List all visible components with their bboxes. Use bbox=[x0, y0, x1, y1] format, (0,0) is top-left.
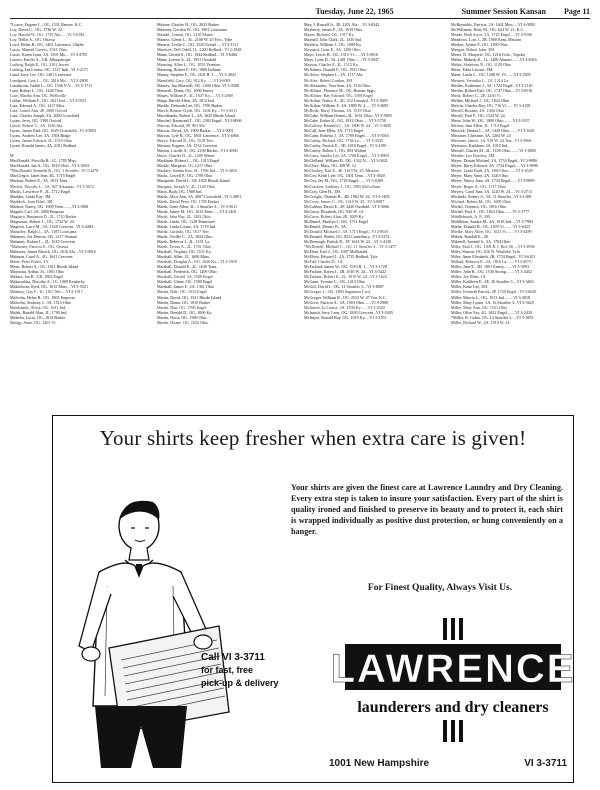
directory-entry: McCurry, Robert Alan, 2E. 1009 Ky. bbox=[304, 213, 365, 219]
directory-entry: Mayer, Richard, OG. 1917 Ky. bbox=[304, 32, 355, 38]
directory-entry: Marion, Lucille A., OG. 2100 Barker...VI 3-4050 bbox=[157, 148, 238, 154]
directory-entry: Maris, Charles D., 2L. 1209 Maine bbox=[157, 153, 215, 159]
ad-headline: Your shirts keep fresher when extra care is given! bbox=[99, 426, 527, 450]
directory-entry: Mackie, Dorothy L., 3A. 927 Arkansas...VI 3-3672 bbox=[10, 183, 94, 189]
man-reading-newspaper-illustration bbox=[69, 476, 289, 776]
directory-entry: Malaney, Guy F., 1L. 1017 Mo.....VI 3-1917 bbox=[10, 289, 83, 295]
directory-entry: Marshall, James F., 2A. 1301 Ohio bbox=[157, 284, 215, 290]
directory-entry: Loy, David C., OG. 1736 W. 22 bbox=[10, 27, 62, 33]
directory-entry: Miller, Katie Lee, 3M. bbox=[451, 284, 488, 290]
directory-entry: McCluskey, Earl E., 4E. 1615 W. 25, Mission bbox=[304, 168, 379, 174]
directory-entry: Miller, Olive Fay, 4G. 1632 Engel........VI 3-2429 bbox=[451, 309, 533, 315]
directory-entry: McDonough, Patrick D., 3P. 1624 W. 23....VI 3-4130 bbox=[304, 239, 392, 245]
directory-entry: March, Ronnie Clyde, OG. 1204 Ky....VI 3-4511 bbox=[157, 107, 238, 113]
directory-entry: Michel, Paul A., OG. 1824 Ohio........VI 3-1777 bbox=[451, 208, 530, 214]
directory-entry: Maier, Robert A., OG. 1811 Rhode Island bbox=[10, 264, 79, 270]
pickup-delivery-callout bbox=[201, 651, 281, 690]
directory-column-3 bbox=[304, 22, 443, 414]
page-header bbox=[10, 6, 590, 19]
directory-entry: McAllister, Ray Edward, OG. 1500 Engel bbox=[304, 92, 373, 98]
directory-entry: Meitz, Robert G., 2E. 2430 Vt. bbox=[451, 92, 502, 98]
directory-entry: McCarthy, Richard, OG. 1734 La.......VI 3-4335 bbox=[304, 138, 383, 144]
directory-entry: McDonald, Michael J., 3A. 1713 Engel...VI 3-0010 bbox=[304, 228, 389, 234]
directory-entry: Meitler, Robert Earl, OG. 1747 Ohio....VI 3-0510 bbox=[451, 87, 533, 93]
directory-entry: McCall, Jane Ellen, 3A. 1713 Engel bbox=[304, 127, 364, 133]
directory-entry: *Mahoney, Patricia E., OG. Ottawa bbox=[10, 244, 69, 250]
directory-entry: Maddock, Joan Ethel, 3M. bbox=[10, 198, 54, 204]
directory-entry: McCabe, William Dennis, 3L. 1631 Ohio...VI 3-5905 bbox=[304, 112, 392, 118]
directory-entry: Maiorana, Arthur, 3L. 1001 Ohio bbox=[10, 269, 65, 275]
directory-entry: *Miller, R. Galen, OG. 14 Stouffer 3.....VI 3-1003 bbox=[451, 314, 534, 320]
directory-entry: Michael, Robert M., OG. 1609 Ohio bbox=[451, 198, 511, 204]
directory-entry: McCubbin, David E., 2P. 2420 Ousdahl...VI 3-3066 bbox=[304, 203, 389, 209]
directory-entry: Marshall, Douglas A., OG. 1620 Ky....VI 3-1910 bbox=[157, 259, 238, 265]
directory-entry: Meyer, Roger A., OG. 1717 Ohio bbox=[451, 183, 506, 189]
directory-entry: Mapes, William F., 4L. 1637 Ky......VI 3-2060 bbox=[157, 92, 233, 98]
directory-entry: Macks, Lawrence P., 2L. 1712 Engel bbox=[10, 188, 71, 194]
directory-entry: McCabe, Esther K., OG. 1812 Ohio......VI 3-5730 bbox=[304, 117, 386, 123]
directory-entry: Malek, Ronald Alan, 1L. 1703 Ind. bbox=[10, 309, 68, 315]
directory-entry: Lucas, Manuel Cuervo, 1541 Ohio bbox=[10, 47, 67, 53]
directory-entry: Martin, Don, OG. 1700 Engel bbox=[157, 304, 207, 310]
directory-entry: Manning, Allen L., OG. 1033 Vermont bbox=[157, 62, 221, 68]
directory-entry: Marks, Lowell P., OG. 1700 Ohio bbox=[157, 173, 213, 179]
directory-entry: McAdoo, Stephen L., 3A. 1117 Ala. bbox=[304, 72, 364, 78]
directory-entry: Mayhew, William J., OG. 1009 Ky. bbox=[304, 42, 362, 48]
directory-entry: Mertz, John W., OG. 1800 Ohio.........VI 3-3107 bbox=[451, 117, 530, 123]
directory-entry: McIntosh, Jo Louise, 2A. 1530 Ky.......VI 3-3320 bbox=[304, 304, 385, 310]
directory-entry: Lucero, Emillo A., GR. Albuquerque bbox=[10, 57, 71, 63]
directory-entry: Mandel, Lenore, OG. 1210 Maine bbox=[157, 32, 213, 38]
directory-entry: McCray, Glen H., 3M. bbox=[304, 188, 341, 194]
directory-entry: Marchbanks, Robert L., 4A. 1645 Rhode Island bbox=[157, 112, 235, 118]
directory-entry: Miller, Mary Ann, OG. 1531 Ohio bbox=[451, 304, 508, 310]
directory-entry: McCarthy, Robert J., OG. 803 Walnut bbox=[304, 148, 366, 154]
directory-entry: Millard, Rebecca E., 2A. 1816 La........VI 3-4073 bbox=[451, 259, 532, 265]
directory-entry: McAfee, Robert Gordon, 3M. bbox=[304, 77, 353, 83]
directory-entry: Mellen, Michael J., OG. 1824 Ohio bbox=[451, 97, 510, 103]
directory-entry: Mahaney, Robert L., 2L. 1615 Crescent bbox=[10, 239, 75, 245]
directory-entry: McWilliams, Betty M., OG. 624 W. 21, K.C. bbox=[451, 27, 525, 33]
directory-entry: Manlove, Dell Odell, 1L. 2200 Redbud...VI 2-1848 bbox=[157, 47, 242, 53]
directory-entry: Melvin, Charles Roy, OG. 716 Vt.......VI 3-4158 bbox=[451, 102, 531, 108]
directory-entry: *Lowry, Eugene L., OG. 1531 Denver, K.C. bbox=[10, 22, 83, 27]
directory-entry: *MacDonald, Kenneth R., OG. 1 Stouffer...VI 3-4278 bbox=[10, 168, 99, 174]
directory-entry: Mahaffey, Ralph L., 4A. 1305 Louisiana bbox=[10, 228, 77, 234]
directory-entry: Messmer, Christine, 3A. 1204 W. 24 bbox=[451, 133, 511, 139]
directory-entry: McDaniel, Marilyn J., OG. 1731 Engel bbox=[304, 218, 369, 224]
directory-entry: Maynard, Gene E., 3A. 1200 Ohio bbox=[304, 47, 361, 53]
directory-entry: Meszaros, Kathleen, 3A. 1010 Ind. bbox=[451, 143, 509, 149]
directory-entry: Lutz, Edward A., OG. 1417 Miss. bbox=[10, 102, 66, 108]
directory-entry: Marsh, John Ray, 2L. 1202 Ohio bbox=[157, 213, 211, 219]
directory-entry: Miehe, Donald H., OG. 1505 Vt.........VI 3-6423 bbox=[451, 223, 530, 229]
directory-entry: Meers, D. Marjorie, OG. 1216 Colo., Topeka bbox=[451, 52, 525, 58]
directory-entry: McIntosh, Jerry Leon, OG. 1830 Crescent...VI 3-5205 bbox=[304, 309, 393, 315]
directory-entry: Loy, Harold W., OG. 1719 Ala.......VI 3-0194 bbox=[10, 32, 85, 38]
directory-entry: Marsh, Rebecca J., 2L. 1101 La. bbox=[157, 239, 211, 245]
directory-entry: Meade, Beth Joyce, 3A. 1725 Engel.....VI 3-9106 bbox=[451, 32, 533, 38]
directory-entry: Lyons, Andrew Lee, 3A. 1504 Ridge bbox=[10, 133, 71, 139]
directory-column-1 bbox=[10, 22, 149, 414]
directory-entry: McFarlane, Robert E., 2L. 1910 W. 24...VI 3-1622 bbox=[304, 274, 387, 280]
directory-entry: McCaffrey, Kenneth C., 3A. 1806 W. 24 ...VI 3-3850 bbox=[304, 122, 392, 128]
directory-entry: Merton, Jane Ellen, 1L. 1714 Engel bbox=[451, 122, 510, 128]
directory-entry: Mehta, Mahesh K., 1L. 1400 Alumni........VI 3-8416 bbox=[451, 57, 537, 63]
directory-entry: Martin, Doris, OG. 1500 Ohio bbox=[157, 314, 207, 320]
directory-entry: Lunt, Robert L., OG. 1440 Ohio bbox=[10, 87, 63, 93]
directory-entry: Mantey, Jon Maxwell, OG. 1408 Ohio..VI 3-3500 bbox=[157, 82, 239, 88]
directory-entry: Loy, Nellie A., OG. Ottawa bbox=[10, 37, 55, 43]
directory-entry: Marcus, Edward, 5P. 901 Mo. bbox=[157, 122, 206, 128]
directory-entry: McAdams, Donald F., OG. 1921 Ohio bbox=[304, 67, 367, 73]
directory-entry: McReynolds, Patricia, 2A. 1641 Miss.....VI 3-0803 bbox=[451, 22, 535, 27]
directory-entry: Madden, Linda Kay, 3M. bbox=[10, 193, 52, 199]
directory-entry: Mays, Lynn D., 3A. 1401 Ohio.......VI 3-5047 bbox=[304, 57, 380, 63]
lawrence-logo bbox=[330, 616, 576, 756]
directory-entry: Miller, Marcia L., OG. 1913 Ind.........VI 3-3818 bbox=[451, 294, 531, 300]
directory-entry: McAlexander, Vera Jean, 3A. 1516 Ohio bbox=[304, 82, 371, 88]
directory-column-2 bbox=[157, 22, 296, 414]
directory-entry: Mahoney, James Patrick, OG. 1616 Ala....VI 3-0016 bbox=[10, 249, 96, 255]
directory-entry: McCreight, Thomas R., 4D. 1902 W. 24...VI 3-1405 bbox=[304, 193, 390, 199]
directory-entry: Ludwig, Jan Louise, OG. 1127 Indi...VI 3-2171 bbox=[10, 67, 89, 73]
directory-entry: Mayberry, James F., 3A. 1619 Ohio bbox=[304, 27, 363, 33]
directory-entry: Lundgren, Gary L., OG. 2616 Mo.....VI 3-2808 bbox=[10, 77, 88, 83]
directory-entry: McFarland, James W., OG. 1510 R. I.....VI 3-1728 bbox=[304, 264, 387, 270]
directory-entry: Manny, Stephen F., OG. 2101 R. I. ....VI 3-4041 bbox=[157, 72, 237, 78]
directory-entry: Lyons, James Paul, OG. 1629 Crossfield...VI 3-5061 bbox=[10, 127, 97, 133]
directory-entry: Mehta, Shrinivas N., OG. 1129 Ohio bbox=[451, 62, 512, 68]
directory-entry: Miller, John R., OG. 1530 Strong.........VI 3-4452 bbox=[451, 269, 532, 275]
directory-entry: Meisner, Veronika L., 2A. 1214 La. bbox=[451, 77, 510, 83]
directory-entry: MacGregor, Janet Jean, 4G. 1715 Engel bbox=[10, 173, 76, 179]
directory-entry: Meier, Linda L., OG. 1208 W. 19........VI 3-2395 bbox=[451, 72, 531, 78]
directory-entry: McIntyre, Ronald Ray, OG. 1019 Ky.....VI 3-3701 bbox=[304, 314, 387, 320]
directory-entry: Michaels, Sidney S., 3A. 11 Stouffer...VI 3-1308 bbox=[451, 193, 531, 199]
cta-line-2: for fast, free bbox=[201, 665, 254, 675]
store-street-address: 1001 New Hampshire bbox=[329, 758, 430, 769]
directory-entry: Mapp, Harold Allen, 3A. 1012 Ind. bbox=[157, 97, 215, 103]
directory-entry: MacDonald, Priscilla B., 1G. 1705 Miss. bbox=[10, 158, 77, 164]
directory-entry: Marsh, Alice Ann, 3A. 2007 Crossfield...VI 3-2891 bbox=[157, 193, 242, 199]
directory-entry: Marshall, Virginia, OG. 1511 Ky. bbox=[157, 249, 212, 255]
directory-entry: Marcus, Lyle R., OG. 1801 Lawrence...VI 3-4066 bbox=[157, 133, 239, 139]
directory-entry: Michel, Terrance, OG. 1816 Ohio bbox=[451, 203, 507, 209]
directory-entry: Marrs, Ruth, OG. 1900 Ind. bbox=[157, 188, 203, 194]
directory-entry: Magnuson, Robert L., OG. 1732 W. 24 bbox=[10, 218, 74, 224]
directory-entry: Maloney, Gordon W., OG. 1801 Louisiana bbox=[157, 27, 227, 33]
directory-entry: McArthur, William F., 4A. 1809 W. 4 .....VI 3-3685 bbox=[304, 102, 389, 108]
directory-entry: Maldonado, Alicia, OG. 1611 Ind. bbox=[10, 304, 67, 310]
directory-entry: Lyons, James Edward, 2L. 1519 Ohio bbox=[10, 138, 72, 144]
directory-entry: Miller, Kenneth Patrick, 2P. 1730 Engel...VI 3-6620 bbox=[451, 289, 537, 295]
directory-entry: Mayhall, John Clark, 2L. 1410 Ind. bbox=[304, 37, 362, 43]
directory-entry: McGann, Yvonne C., OG. 1413 Ohio bbox=[304, 279, 365, 285]
directory-entry: Miley, Anne Elizabeth, 2B. 1734 Engel...VI 3-6101 bbox=[451, 254, 536, 260]
directory-entry: Meyer, Mary Anne, 2A. 1320 Ohio bbox=[451, 173, 509, 179]
directory-entry: Metzler, Leo Dorothy, 3M. bbox=[451, 153, 496, 159]
directory-entry: Marshall, Gerald, 3A. 1500 Engel bbox=[157, 274, 213, 280]
directory-entry: Makhdoom, Syed, OG. 1615 Mass....VI 3-5521 bbox=[10, 284, 89, 290]
directory-entry: Markley, Sandra Kay, 4L. 1706 Ind.....VI 3-4010 bbox=[157, 168, 237, 174]
directory-entry: Mayo, Lewis H., OG. 1315 Vt.......VI 3-0016 bbox=[304, 52, 378, 58]
directory-entry: Lutz, Laurel Ann, 2P. 1600 Oxford bbox=[10, 107, 68, 113]
directory-entry: Maness, Leslie C., OG. 1520 Oread......VI 3-1111 bbox=[157, 42, 239, 48]
directory-entry: McCarty, Sandra Lee, 3A. 1700 Engel.....VI 3-8003 bbox=[304, 153, 389, 159]
directory-entry: Marsh, Lucinda, OG. 1617 Terr. bbox=[157, 228, 210, 234]
directory-entry: McDaniel, Dennis B., 3A. bbox=[304, 223, 347, 229]
directory-entry: Miller, Kathleen E., 4E. 26 Stouffer 3....VI 3-3463 bbox=[451, 279, 534, 285]
directory-entry: Lundstrom, Judith L., OG. 1336 N.Y.....VI 3-1711 bbox=[10, 82, 93, 88]
directory-entry: McClure, Mary, OG. 308 W. 12 bbox=[304, 163, 356, 169]
directory-entry: Meyers, Carol Ann, 3A. 1220 W. 24.....VI 3-2711 bbox=[451, 188, 533, 194]
directory-entry: Markham, Robert L., OG. 1413 Engel bbox=[157, 158, 220, 164]
directory-entry: Mackan, Robert E., 3A. 1013 Tenn. bbox=[10, 178, 69, 184]
directory-entry: Markle, Margaret, 1G. 1217 Ohio bbox=[157, 163, 213, 169]
directory-entry: *McDowell, Michael C., OG. 11 Stouffer 3....VI 3-1477 bbox=[304, 244, 397, 250]
issue-date: Tuesday, June 22, 1965 bbox=[315, 7, 394, 16]
directory-entry: Magoon, Larry M., 3A. 1520 Crescent...VI 3-4284 bbox=[10, 223, 94, 229]
directory-entry: Metcalf, Charles M., 2L. 1106 Ohio.........VI 3-0065 bbox=[451, 148, 537, 154]
directory-entry: Mariani, Eugene, 3A. 1531 Crescent bbox=[157, 143, 217, 149]
directory-entry: McCrory, James C., OG. 1410 W. 25...VI 3-0087 bbox=[304, 198, 385, 204]
directory-entry: McFarlane, Karen J., 2B. 1016 W. 24....VI 3-3422 bbox=[304, 269, 387, 275]
directory-entry: Marcy, Edward R., OG. 1518 Terr. bbox=[157, 138, 214, 144]
directory-entry: Lyons, Ronald James, 4A. 2101 Redbud bbox=[10, 143, 76, 149]
directory-entry: Lund, Jerry Lee, OG. 1401 Lawrence bbox=[10, 72, 72, 78]
directory-entry: Marquez, Joseph V., 2L. 1120 Ohio bbox=[157, 183, 216, 189]
directory-entry: Martin, Duane, OG. 1632 Ohio bbox=[157, 319, 209, 325]
directory-entry: Lyons, Jerry, OG. 1300 Oxford bbox=[10, 117, 62, 123]
directory-entry: Ludwig, Ralph E., OG. 2101 Jewett bbox=[10, 62, 69, 68]
directory-entry: McAllister, Florence M., OG. Bonner Spgs. bbox=[304, 87, 376, 93]
directory-entry: Mansfield, Gary, OG. 912 Ky........VI 3-6083 bbox=[157, 77, 231, 83]
directory-entry: Malcolm, Anthony J., 3A. 1515 Ohio bbox=[10, 299, 72, 305]
directory-entry: Makara, Ian R., GR. 1802 Engel bbox=[10, 274, 64, 280]
directory-entry: Lynch, Robert C., 3A. 1616 Ala. bbox=[10, 122, 64, 128]
directory-entry: McCoy, Jay M., OG. 1718 Engel........VI 3-0209 bbox=[304, 178, 384, 184]
ad-body-copy: Your shirts are given the finest care at Lawrence Laundry and Dry Cleaning. Every extra step is taken to insure your satisfaction. Every part of the shirt is quality ironed and finished to preserve its beauty and to protect it, each shirt is wrapped individually as positive dust protection, or hung conveniently on a hanger. bbox=[291, 483, 563, 536]
directory-entry: Miller, Joy Ellen, 1A. bbox=[451, 274, 487, 280]
directory-entry: Marsh, Linda, OG. 1120 Tennessee bbox=[157, 218, 215, 224]
directory-entry: Marcus, David, 3A. 1900 Barker......VI 3-5001 bbox=[157, 127, 234, 133]
directory-entry: Miles, Paul J., OG. 1508 R. I. Box 38.....VI 3-4994 bbox=[451, 244, 535, 250]
directory-entry: Marsh, Linda Louise, 3A. 1719 Ind. bbox=[157, 223, 217, 229]
directory-entry: Lucas, Karen Lynn, 3A. 1501 Mo.....VI 3-4705 bbox=[10, 52, 88, 58]
lawrence-laundry-advertisement bbox=[52, 415, 574, 783]
directory-entry: Loyd, Helen R., OG. 1401 Lawrence, Olathe bbox=[10, 42, 84, 48]
directory-entry: Martin, Diana, OG. 1810 Barker bbox=[157, 299, 211, 305]
directory-entry: McCracken, Anthony J., OG. 1905 McCollum bbox=[304, 183, 380, 189]
directory-entry: McGregor, William R., OG. 2512 W. 47 Terr. K.C. bbox=[304, 294, 387, 300]
directory-entry: Mann, Lorene S., 4L. 1931 Ousdahl bbox=[157, 57, 217, 63]
directory-entry: Marshall, Glenn, OG. 1500 Engel bbox=[157, 279, 213, 285]
store-phone: VI 3-3711 bbox=[524, 758, 567, 769]
directory-entry: McArthur, Nancy A., 4G. 312 Leonard...VI 3-3685 bbox=[304, 97, 388, 103]
directory-entry: McCann, Roberta J., 3A. 1700 Engel.......VI 3-5016 bbox=[304, 133, 389, 139]
directory-entry: Luther, William F., OG. 1621 Ind.....VI 3-0311 bbox=[10, 97, 87, 103]
directory-entry: Marsh, David Peter, OG. 1705 Barker bbox=[157, 198, 220, 204]
directory-entry: McClelland, William D., OG. 1332 N.....VI 3-0421 bbox=[304, 158, 388, 164]
directory-entry: Mayton, Charles P., 2L. 1512 Ky. bbox=[304, 62, 359, 68]
directory-entry: Marshall, Allen, 2L. 1600 Mass. bbox=[157, 254, 210, 260]
cta-line-3: pick-up & delivery bbox=[201, 678, 279, 688]
directory-entry: Magistro, Benjamin D., 2L. 1710 Barker bbox=[10, 213, 77, 219]
ad-tagline: For Finest Quality, Always Visit Us. bbox=[367, 583, 513, 593]
directory-entry: McCarthy, Patrick E., 3D. 1018 Engel...VI 3-2190 bbox=[304, 143, 387, 149]
directory-entry: MacDonald, Ian A., OG. 1819 Ohio...VI 3-3654 bbox=[10, 163, 89, 169]
directory-entry: Marshall, Donald E., 2L. 1630 Tenn. bbox=[157, 264, 218, 270]
directory-listings bbox=[10, 22, 590, 414]
directory-entry: McFall, Charles D., 1A. bbox=[304, 259, 344, 265]
directory-entry: Merrill, Paul F., OG. 1324 W. 24 bbox=[451, 112, 505, 118]
directory-entry: Maier, Peter Fisher, 2A. bbox=[10, 259, 50, 265]
directory-entry: Marsh, Gene Allen, 3L. 3 Stouffer 3....VI 3-5611 bbox=[157, 203, 238, 209]
page-number: Page 11 bbox=[564, 7, 590, 16]
directory-entry: Mielke, Mary Alice, OG. 1021 Vt........VI 3-4489 bbox=[451, 228, 532, 234]
directory-entry: Martin, David, OG. 1521 Rhode Island bbox=[157, 294, 222, 300]
directory-entry: Magath, Carl, 3A. 2000 Emporia bbox=[10, 208, 65, 214]
directory-entry: Maligy, Anne, OG. 1401 Vt. bbox=[10, 319, 57, 325]
directory-entry: Mann, Gerald S., OG. 1944 Redbud....VI 3-6466 bbox=[157, 52, 238, 58]
directory-entry: Marquette, David J., 3A. 1825 Rhode Island bbox=[157, 178, 230, 184]
directory-entry: Marshall, Frederick, OG. 1209 Ohio bbox=[157, 269, 217, 275]
directory-entry: Middlebrook, A. P., 3M. bbox=[451, 213, 491, 219]
directory-entry: McGregor, J., OG. 1803 Sagamore Lwd. bbox=[304, 289, 371, 295]
directory-entry: Manwell, Diana, OG. 1006 Emery bbox=[157, 87, 214, 93]
directory-entry: McElrea, Earl J., OG. 1007 McDonald bbox=[304, 249, 368, 255]
directory-entry: Meitler, Katherine J., 3A. 1724 Engel...VI 3-3110 bbox=[451, 82, 533, 88]
directory-entry: McDonald, Walter, OG. 823 Canterbury...VI 3-5272 bbox=[304, 233, 390, 239]
directory-entry: Meadows, Lois J., 2B. 1900 Kent, Mission bbox=[451, 37, 522, 43]
directory-entry: Mahaney, Joe Denton, OG. 2117 Alumni bbox=[10, 233, 77, 239]
directory-entry: McBride, Harry Thomas, 3A. 1519 Ohio bbox=[304, 107, 371, 113]
directory-entry: Miller, Richard W., 2A. 1910 W. 24 bbox=[451, 319, 510, 325]
directory-entry: Marble, Deborah Lee, OG. 1700 Barker bbox=[157, 102, 223, 108]
directory-entry: Mikels, Randall E., 2E. bbox=[451, 233, 490, 239]
directory-entry: Martin, Donald D., OG. 1006 Ky. bbox=[157, 309, 213, 315]
directory-entry: Makarushka, Dorothy A., 1G. 1009 Kentucky bbox=[10, 279, 85, 285]
logo-subtitle: launderers and dry cleaners bbox=[357, 699, 549, 716]
directory-entry: Malcolm, Helen R., OG. 1801 Emporia bbox=[10, 294, 75, 300]
directory-entry: Miller, Jane E., 3D. 1901 Emery........VI 3-5093 bbox=[451, 264, 530, 270]
directory-entry: Marchel, Raymond T., OG. 2302 Engel...VI 3-8006 bbox=[157, 117, 242, 123]
directory-entry: Luse, Martha Ann, OG. Wellsville bbox=[10, 92, 67, 98]
directory-entry: Meyer, Dorian Michael, 2A. 1734 Engel...VI 3-9086 bbox=[451, 158, 538, 164]
directory-entry: Messick, Dennis L., 3A. 1420 Ohio........VI 3-1610 bbox=[451, 127, 535, 133]
directory-entry: Miller, Mary Lynne, 3A. 16 Stouffer 3...VI 3-5625 bbox=[451, 299, 534, 305]
cta-phone-line: Call VI 3-3711 bbox=[201, 652, 265, 663]
directory-entry: May, J. Russell Jr., 3E. 2201 Ala.....VI 3-8242 bbox=[304, 22, 380, 27]
directory-entry: Meyer, Linda Ruth, 2A. 1500 Ohio.......VI 3-4529 bbox=[451, 168, 533, 174]
directory-entry: Miles, Sharon, OG. 616 N. Winfield, Tyla bbox=[451, 249, 520, 255]
directory-entry: Maness, Glenn L., 3L. 2100 W. 25 Terr., Tybe bbox=[157, 37, 233, 43]
directory-entry: Mikesell, Samuel S., 3A. 1704 Ohio bbox=[451, 239, 511, 245]
directory-entry: Meeker, Arlene F., OG. 1300 Ohio bbox=[451, 42, 508, 48]
directory-entry: Marsh, Orville C., 2A. 1824 Ohio bbox=[157, 233, 213, 239]
directory-entry: McGrew, Patricia A., 3A. 1003 Ohio.......VI 3-2900 bbox=[304, 299, 389, 305]
directory-entry: M bbox=[10, 153, 14, 159]
logo-wordmark: LAWRENCE bbox=[330, 647, 576, 691]
directory-entry: Madsen, Nancy, OG. 1609 Tenn.........VI 3-0061 bbox=[10, 203, 89, 209]
directory-column-4 bbox=[451, 22, 590, 414]
directory-entry: Malerba, Lucia, OG. 1814 Barker bbox=[10, 314, 66, 320]
directory-entry: McGill, David J., OG. 11 Stouffer 3....VI 3-8007 bbox=[304, 284, 384, 290]
publication-name: Summer Session Kansan bbox=[461, 7, 546, 16]
directory-entry: McCoy, Keith Lyle, OG. 1301 Tenn.....VI 3-3920 bbox=[304, 173, 385, 179]
directory-entry: Martin, Dale, OG. 1612 Engel bbox=[157, 289, 207, 295]
directory-entry: Manning, Robert F., OG. 1806 Indiana bbox=[157, 67, 221, 73]
directory-entry: Mahurin, Carol A., 4G. 1641 Crescent bbox=[10, 254, 73, 260]
directory-entry: Merrill, Roxann, 4A. 1304 Ohio bbox=[451, 107, 504, 113]
directory-entry: Malone, Charles H., OG. 2025 Barker bbox=[157, 22, 220, 27]
directory-entry: Marsh, Teresa A., 2L. 1701 Ohio bbox=[157, 244, 211, 250]
directory-entry: Marsh, James M., OG. 1613 Tenn.......VI 3-1401 bbox=[157, 208, 237, 214]
directory-entry: McCurry, Elizabeth, OG. 926 W. 14 bbox=[304, 208, 363, 214]
directory-entry: Messmer, Janice, 1A. 919 W. 24 Terr...VI 3-5966 bbox=[451, 138, 532, 144]
directory-entry: Meegan, Robert John, 3M. bbox=[451, 47, 495, 53]
directory-entry: McElvey, Edward J., 2A. 1735 Redbud, Tyle bbox=[304, 254, 378, 260]
directory-entry: Meyer, Nancy Jean, 4A. 1734 Engel.......VI 3-9099 bbox=[451, 178, 535, 184]
directory-entry: Meyer, Harry Edward, 4A. 1734 Engel......VI 3-9090 bbox=[451, 163, 538, 169]
directory-entry: Meier, Edna Lavone, 3M. bbox=[451, 67, 494, 73]
directory-entry: Middleton, Sandra M., 4A. 1618 Ind.....VI 3-7984 bbox=[451, 218, 533, 224]
directory-entry: Lutz, Charles Joseph, 3A. 2000 Crossfield bbox=[10, 112, 80, 118]
